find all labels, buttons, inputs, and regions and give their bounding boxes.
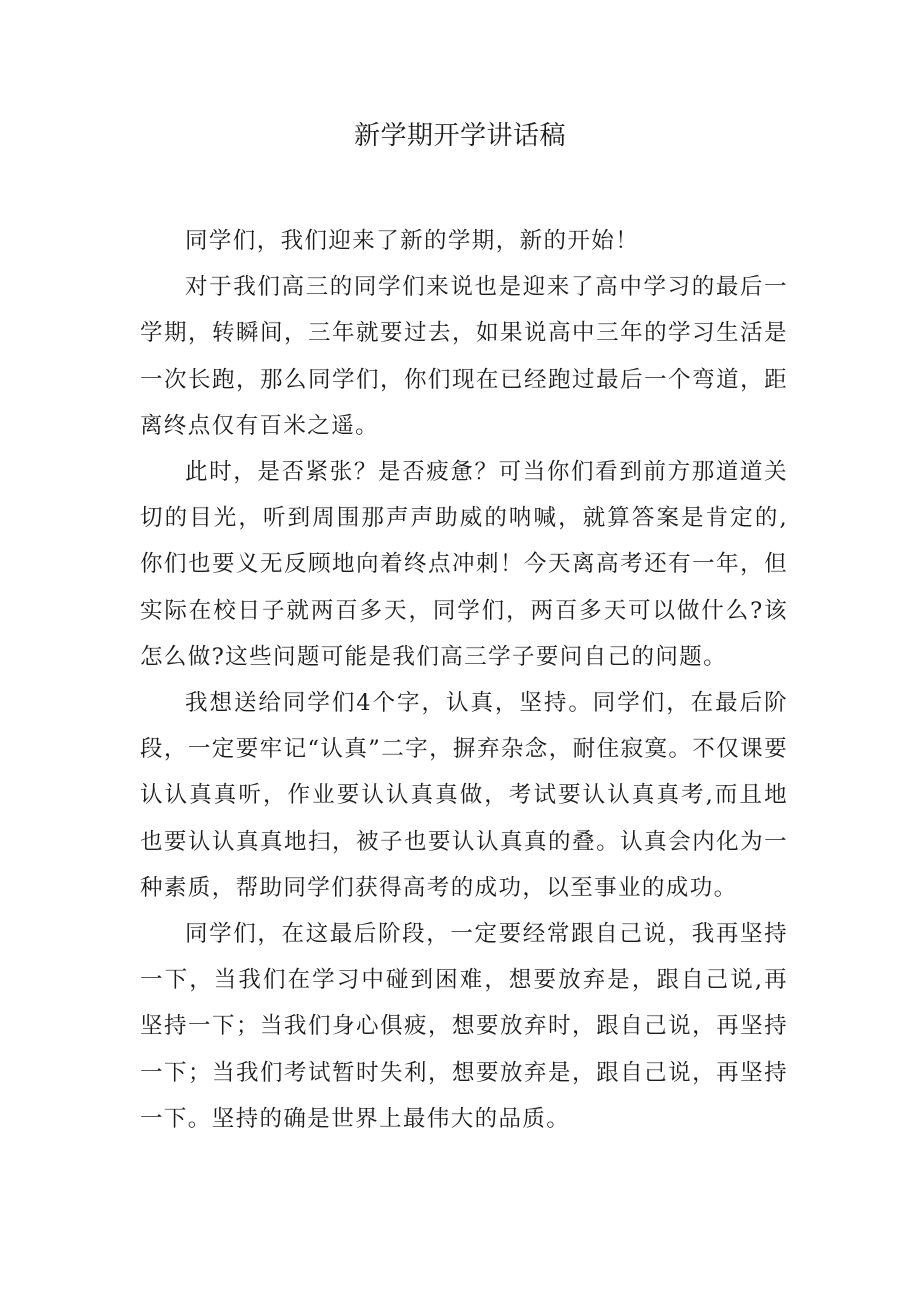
paragraph-2: 对于我们高三的同学们来说也是迎来了高中学习的最后一学期，转瞬间，三年就要过去，如果说高中三年的学习生活是一次长跑，那么同学们，你们现在已经跑过最后一个弯道，距离终点仅有百米之遥。 bbox=[140, 274, 788, 439]
paragraph-4: 我想送给同学们4个字，认真，坚持。同学们，在最后阶段，一定要牢记“认真”二字，摒弃杂念，耐住寂寞。不仅课要认认真真听，作业要认认真真做，考试要认认真真考,而且地也要认认真真地扫，被子也要认认真真的叠。认真会内化为一种素质，帮助同学们获得高考的成功，以至事业的成功。 bbox=[140, 690, 788, 901]
document-body bbox=[140, 218, 788, 1142]
document-title: 新学期开学讲话稿 bbox=[353, 121, 566, 151]
paragraph-3: 此时，是否紧张？是否疲惫？可当你们看到前方那道道关切的目光，听到周围那声声助威的呐喊，就算答案是肯定的,你们也要义无反顾地向着终点冲刺！今天离高考还有一年，但实际在校日子就两百多天，同学们，两百多天可以做什么?该怎么做?这些问题可能是我们高三学子要问自己的问题。 bbox=[140, 459, 788, 670]
paragraph-1: 同学们，我们迎来了新的学期，新的开始！ bbox=[185, 228, 640, 254]
paragraph-5: 同学们，在这最后阶段，一定要经常跟自己说，我再坚持一下，当我们在学习中碰到困难，想要放弃是，跟自己说,再坚持一下；当我们身心俱疲，想要放弃时，跟自己说，再坚持一下；当我们考试暂时失利，想要放弃是，跟自己说，再坚持一下。坚持的确是世界上最伟大的品质。 bbox=[140, 921, 788, 1132]
